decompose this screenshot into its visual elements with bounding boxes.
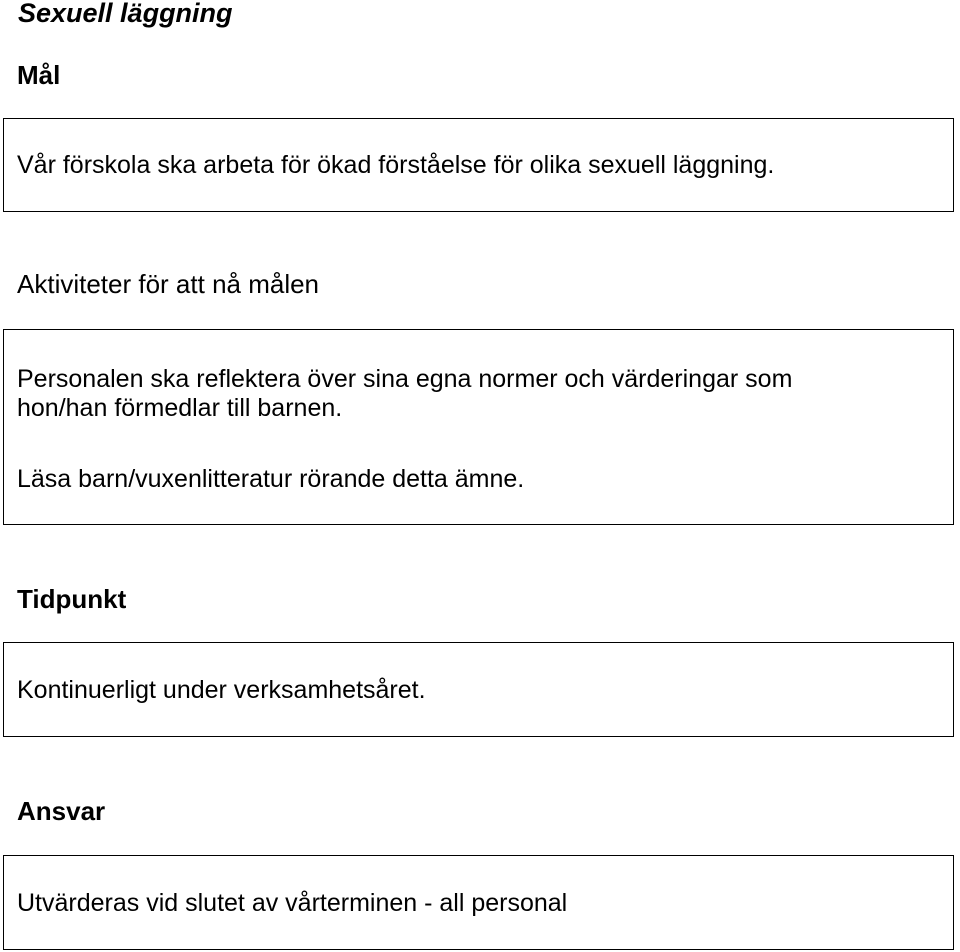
timing-text-line: Kontinuerligt under verksamhetsåret. bbox=[17, 676, 426, 704]
goal-text-line: Vår förskola ska arbeta för ökad förståelse för olika sexuell läggning. bbox=[17, 151, 775, 179]
responsibility-heading: Ansvar bbox=[17, 796, 106, 826]
goal-box bbox=[3, 118, 954, 212]
timing-box bbox=[3, 642, 954, 737]
activities-text-line: Personalen ska reflektera över sina egna normer och värderingar som bbox=[17, 365, 793, 393]
activities-box bbox=[3, 329, 954, 525]
activities-text-line: Läsa barn/vuxenlitteratur rörande detta ämne. bbox=[17, 465, 525, 493]
document-title: Sexuell läggning bbox=[18, 0, 233, 28]
responsibility-box bbox=[3, 855, 954, 950]
responsibility-text-line: Utvärderas vid slutet av vårterminen - all personal bbox=[17, 889, 568, 917]
timing-heading: Tidpunkt bbox=[17, 584, 127, 614]
activities-text-line: hon/han förmedlar till barnen. bbox=[17, 394, 343, 422]
activities-heading: Aktiviteter för att nå målen bbox=[17, 269, 320, 299]
goal-heading: Mål bbox=[17, 60, 61, 90]
